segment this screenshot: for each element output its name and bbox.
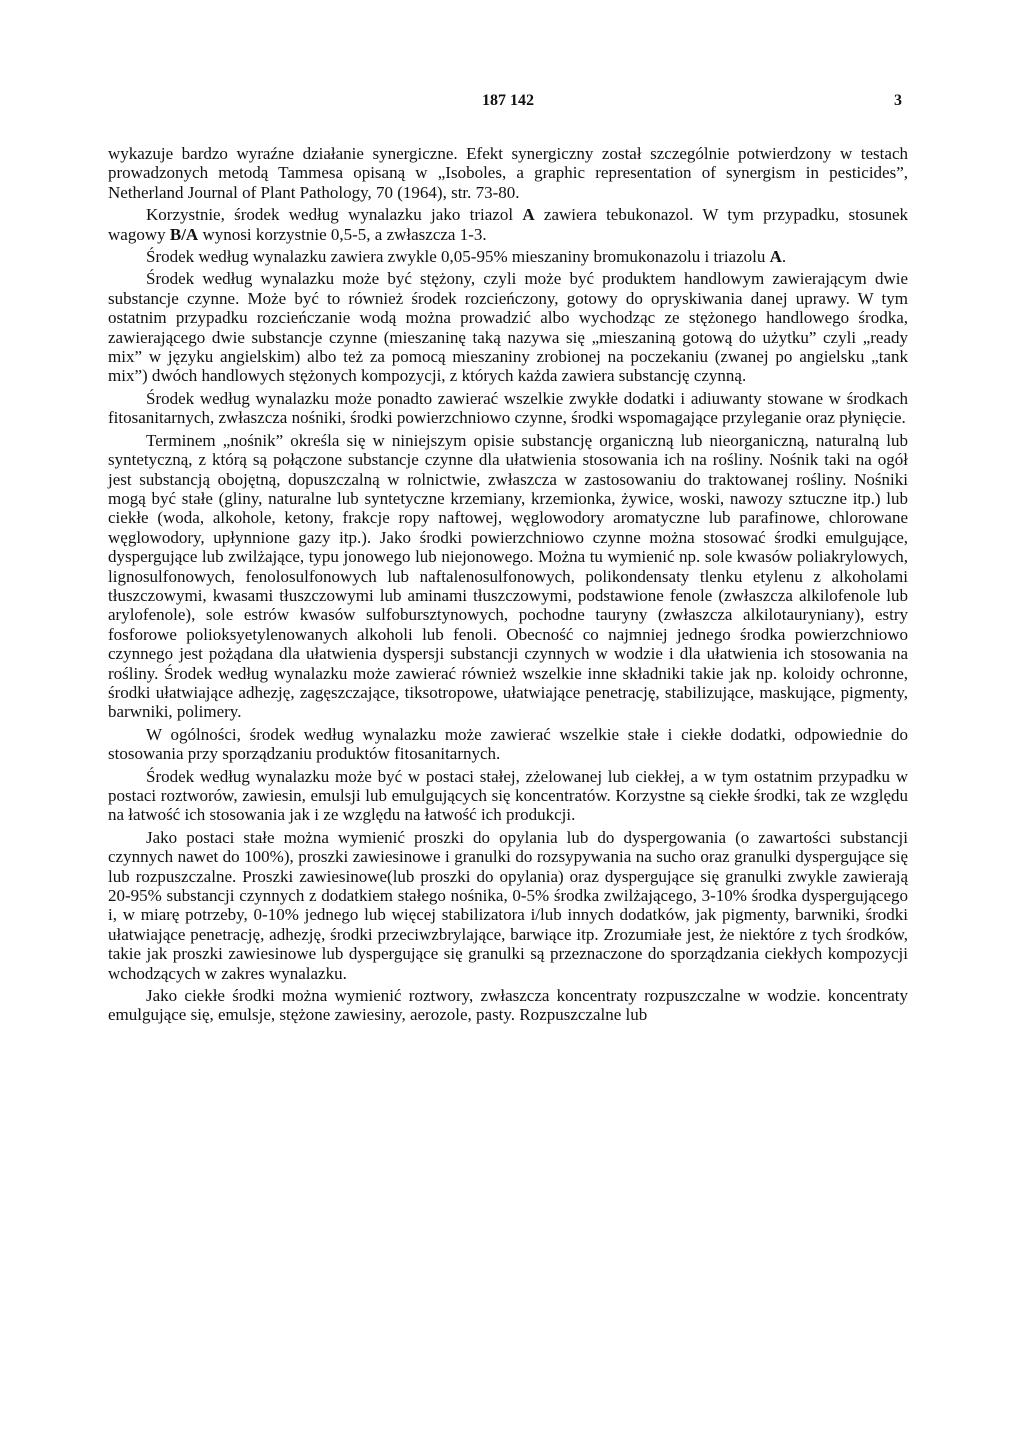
- paragraph-6: Terminem „nośnik” określa się w niniejszym opisie substancję organiczną lub nieorganiczną, naturalną lub syntetyczną, z którą są połączone substancje czynne dla ułatwienia stosowania ich na rośliny. Nośnik taki na ogół jest substancją obojętną, dopuszczalną w rolnictwie, zwłaszcza w zastosowaniu do traktowanej rośliny. Nośniki mogą być stałe (gliny, naturalne lub syntetyczne krzemiany, krzemionka, żywice, woski, nawozy sztuczne itp.) lub ciekłe (woda, alkohole, ketony, frakcje ropy naftowej, węglowodory aromatyczne lub parafinowe, chlorowane węglowodory, upłynnione gazy itp.). Jako środki powierzchniowo czynne można stosować środki emulgujące, dyspergujące lub zwilżające, typu jonowego lub niejonowego. Można tu wymienić np. sole kwasów poliakrylowych, lignosulfonowych, fenolosulfonowych lub naftalenosulfonowych, polikondensaty tlenku etylenu z alkoholami tłuszczowymi, kwasami tłuszczowymi lub aminami tłuszczowymi, podstawione fenole (zwłaszcza alkilofenole lub arylofenole), sole estrów kwasów sulfobursztynowych, pochodne tauryny (zwłaszcza alkilotauryniany), estry fosforowe polioksyetylenowanych alkoholi lub fenoli. Obecność co najmniej jednego środka powierzchniowo czynnego jest pożądana dla ułatwienia dyspersji substancji czynnych w wodzie i dla ułatwienia ich stosowania na rośliny. Środek według wynalazku może zawierać również wszelkie inne składniki takie jak np. koloidy ochronne, środki ułatwiające adhezję, zagęszczające, tiksotropowe, ułatwiające penetrację, stabilizujące, maskujące, pigmenty, barwniki, polimery.: [108, 430, 908, 722]
- paragraph-2: [108, 205, 908, 244]
- patent-number: 187 142: [482, 92, 534, 109]
- symbol-a: A: [769, 247, 782, 267]
- paragraph-3-part-1: Środek według wynalazku zawiera zwykle 0,05-95% mieszaniny bromukonazolu i triazolu: [146, 247, 770, 267]
- page-header: [108, 88, 908, 116]
- paragraph-4: Środek według wynalazku może być stężony, czyli może być produktem handlowym zawierającym dwie substancje czynne. Może być to również środek rozcieńczony, gotowy do opryskiwania danej uprawy. W tym ostatnim przypadku rozcieńczanie wodą można prowadzić albo wychodząc ze stężonego handlowego środka, zawierającego dwie substancje czynne (mieszaninę taką nazywa się „mieszaniną gotową do użytku” czyli „ready mix” w języku angielskim) albo też za pomocą mieszaniny zrobionej na poczekaniu (zwanej po angielsku „tank mix”) dwóch handlowych stężonych kompozycji, z których każda zawiera substancję czynną.: [108, 269, 908, 386]
- paragraph-2-part-3: wynosi korzystnie 0,5-5, a zwłaszcza 1-3.: [198, 224, 487, 244]
- paragraph-5: Środek według wynalazku może ponadto zawierać wszelkie zwykłe dodatki i adiuwanty stowane w środkach fitosanitarnych, zwłaszcza nośniki, środki powierzchniowo czynne, środki wspomagające przyleganie oraz płynięcie.: [108, 388, 908, 428]
- paragraph-2-part-2: zawiera tebukonazol. W tym przypadku, stosunek wagowy: [108, 205, 908, 244]
- paragraph-3: [108, 247, 908, 266]
- patent-page: [108, 88, 908, 1418]
- paragraph-8: Środek według wynalazku może być w postaci stałej, zżelowanej lub ciekłej, a w tym ostatnim przypadku w postaci roztworów, zawiesin, emulsji lub emulgujących się koncentratów. Korzystne są ciekłe środki, tak ze względu na łatwość ich stosowania jak i ze względu na łatwość ich produkcji.: [108, 766, 908, 825]
- paragraph-9: Jako postaci stałe można wymienić proszki do opylania lub do dyspergowania (o zawartości substancji czynnych nawet do 100%), proszki zawiesinowe i granulki do rozsypywania na sucho oraz granulki dyspergujące się lub rozpuszczalne. Proszki zawiesinowe(lub proszki do opylania) oraz dyspergujące się granulki zwykle zawierają 20-95% substancji czynnych z dodatkiem stałego nośnika, 0-5% środka zwilżającego, 3-10% środka dyspergującego i, w miarę potrzeby, 0-10% jednego lub więcej stabilizatora i/lub innych dodatków, jak pigmenty, barwniki, środki ułatwiające penetrację, adhezję, środki przeciwzbrylające, barwiące itp. Zrozumiałe jest, że niektóre z tych środków, takie jak proszki zawiesinowe lub dyspergujące się granulki są przeznaczone do sporządzania ciekłych kompozycji wchodzących w zakres wynalazku.: [108, 827, 908, 983]
- page-number: 3: [894, 92, 902, 109]
- symbol-b-a: B/A: [169, 224, 199, 244]
- paragraph-7: W ogólności, środek według wynalazku może zawierać wszelkie stałe i ciekłe dodatki, odpowiednie do stosowania przy sporządzaniu produktów fitosanitarnych.: [108, 724, 908, 764]
- symbol-a: A: [522, 205, 535, 225]
- document-body: [108, 144, 908, 1025]
- paragraph-1: wykazuje bardzo wyraźne działanie synergiczne. Efekt synergiczny został szczególnie potwierdzony w testach prowadzonych metodą Tammesa opisaną w „Isoboles, a graphic representation of synergism in pesticides”, Netherland Journal of Plant Pathology, 70 (1964), str. 73-80.: [108, 144, 908, 202]
- paragraph-10: Jako ciekłe środki można wymienić roztwory, zwłaszcza koncentraty rozpuszczalne w wodzie. koncentraty emulgujące się, emulsje, stężone zawiesiny, aerozole, pasty. Rozpuszczalne lub: [108, 986, 908, 1025]
- paragraph-2-part-1: Korzystnie, środek według wynalazku jako triazol: [146, 205, 523, 225]
- paragraph-3-part-2: .: [781, 247, 787, 267]
